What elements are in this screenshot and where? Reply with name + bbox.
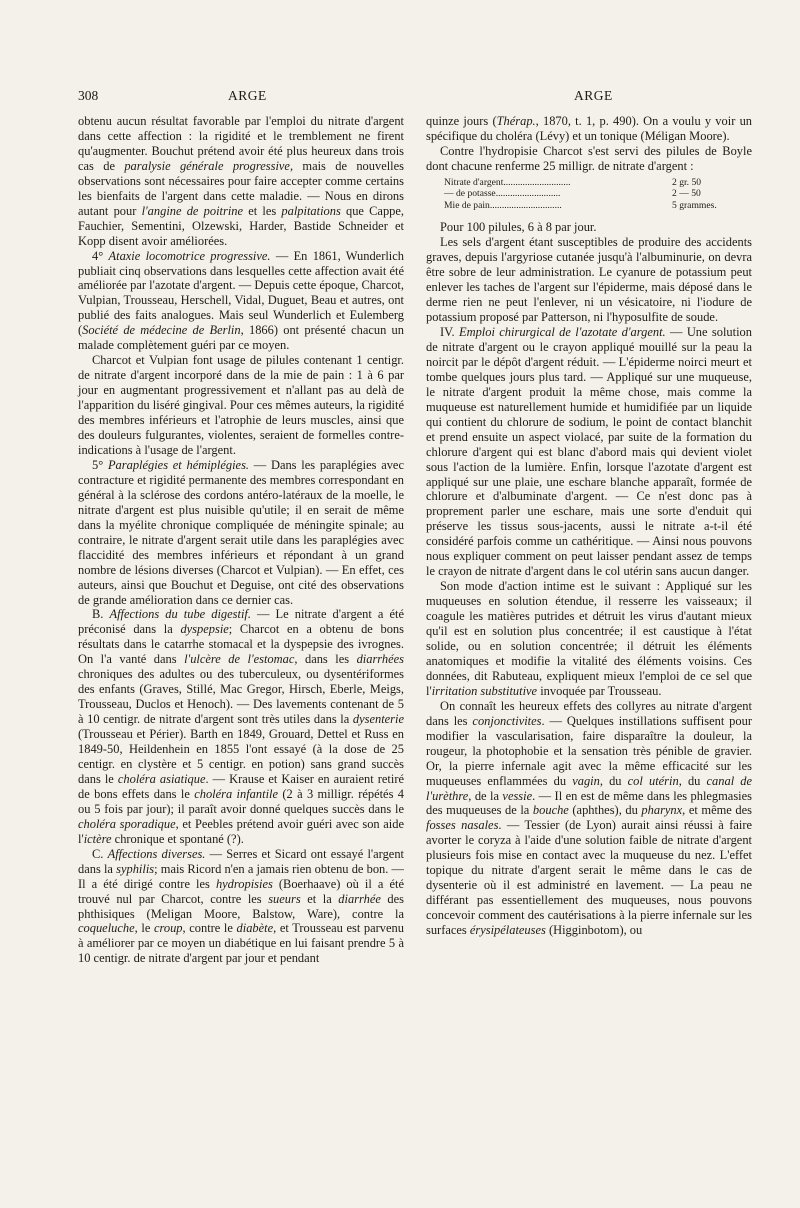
text-run: , du: [599, 773, 628, 788]
text-run: et la: [300, 891, 339, 906]
ingredient-dose: 2 — 50: [672, 188, 701, 200]
italic-text: croup: [153, 921, 183, 936]
text-run: chronique et spontané (?).: [111, 831, 244, 846]
italic-text: l'ulcère de l'estomac: [184, 652, 295, 667]
text-run: quinze jours (: [426, 114, 497, 128]
right-text-column: [426, 114, 752, 938]
italic-text: dysenterie: [352, 712, 404, 727]
text-run: des phthisiques (Meligan Moore, Balstow, Ware), contre la: [78, 891, 404, 921]
text-run: — Une solution de nitrate d'argent ou le crayon appliqué mouillé sur la peau la noircit par le dépôt d'argent réduit. — L'épiderme noirci meurt et tombe quelques jours plus tard. — Appliqué sur une muqueuse, le nitrate d'argent produit la même chose, mais comme la muqueuse est naturellement humide et humidifiée par un liquide qui contient du chlorure de sodium, le point de contact blanchit et prend ensuite un aspect violacé, par suite de la formation du chlorure d'argent qui est blanc d'abord mais qui devient violet sous l'action de la lumière. Enfin, lorsque l'azotate d'argent est appliqué sur une plaie, une eschare blanche apparaît, formée de chlorure et d'albuminate d'argent. — Ce n'est donc pas à proprement parler une eschare, mais une sorte d'enduit qui préserve les tissus sous-jacents, aussi le nitrate a-t-il été considéré parfois comme un cathéritique. — Ainsi nous pouvons nous expliquer comment on peut laisser pendant assez de temps le crayon de nitrate d'argent dans le col utérin sans aucun danger.: [426, 324, 752, 579]
italic-text: vessie: [502, 788, 533, 803]
italic-text: érysipélateuses: [469, 923, 546, 938]
left-text-column: [78, 114, 404, 966]
text-run: Contre l'hydropisie Charcot s'est servi des pilules de Boyle dont chacune renferme 25 milligr. de nitrate d'argent :: [426, 143, 752, 173]
prescription-table: [444, 177, 744, 212]
italic-text: coqueluche: [78, 921, 135, 936]
text-run: . — Quelques instillations suffisent pour modifier la vascularisation, faire disparaître la douleur, la rougeur, la photophobie et la sensation très pénible de gravier. Or, la pierre infernale agit avec la même efficacité sur les muqueuses enflammées du: [426, 713, 752, 788]
ingredient-name: Mie de pain..............................: [444, 199, 562, 211]
paragraph: [426, 699, 752, 938]
paragraph: [78, 249, 404, 354]
italic-text: syphilis: [116, 861, 155, 876]
italic-text: conjonctivites: [472, 713, 542, 728]
paragraph: [426, 220, 752, 235]
text-run: , du: [678, 773, 707, 788]
italic-text: ictère: [83, 831, 112, 846]
text-run: que Cappe, Fauchier, Sementini, Olzewski, Harder, Bastide Schneider et Kopp disent avoir améliorées.: [78, 203, 405, 248]
running-head-right: ARGE: [574, 88, 613, 103]
paragraph: [78, 847, 404, 967]
page-header: [0, 88, 800, 108]
text-run: , le: [134, 921, 154, 936]
text-run: (2 à 3 milligr. répétés 4 ou 5 fois par jour); il paraît avoir donné quelques succès dans le: [78, 786, 404, 816]
ingredient-dose: 2 gr. 50: [672, 176, 702, 188]
text-run: — En 1861, Wunderlich publiait cinq observations dans lesquelles cette affection avait été améliorée par l'azotate d'argent. — Depuis cette époque, Charcot, Vulpian, Trousseau, Herschell, Vidal, Duguet, Beau et autres, ont publié des faits analogues. Mais seul Wunderlich et Eulemberg (: [78, 248, 404, 338]
text-run: . — Tessier (de Lyon) aurait ainsi réussi à faire avorter le coryza à l'aide d'une solution faible de nitrate d'argent plusieurs fois mise en contact avec la muqueuse du nez. L'effet topique du nitrate d'argent serait le même dans le cas de dysenterie où il est administré en lavement. — La peau ne différant pas essentiellement des muqueuses, nous pouvons concevoir comment des cautérisations à la pierre infernale sur les surfaces: [426, 818, 753, 938]
text-run: (Higginbotom), ou: [545, 923, 643, 938]
text-run: , de la: [468, 788, 503, 803]
prescription-row: [444, 188, 744, 200]
text-run: invoquée par Trousseau.: [537, 683, 662, 698]
text-run: On connaît les heureux effets des collyres au nitrate d'argent dans les: [426, 698, 752, 728]
italic-text: fosses nasales: [426, 818, 499, 833]
text-run: Les sels d'argent étant susceptibles de produire des accidents graves, depuis l'argyriose cutanée jusqu'à l'albuminurie, on devra être sobre de leur administration. Le cyanure de potassium peut enlever les taches de l'argent sur l'épiderme, mais déposé dans le derme rien ne peut l'enlever, ni un vésicatoire, ni l'iodure de potassium proposé par Patterson, ni l'hyposulfite de soude.: [426, 235, 752, 325]
italic-text: hydropisies: [215, 876, 273, 891]
text-run: — Serres et Sicard ont essayé l'argent dans la: [78, 846, 405, 876]
italic-text: vagin: [572, 773, 600, 788]
italic-text: Ataxie locomotrice progressive.: [108, 248, 271, 263]
paragraph: [426, 114, 752, 144]
ingredient-name: — de potasse...........................: [444, 188, 561, 200]
italic-text: choléra asiatique: [117, 771, 206, 786]
paragraph: [78, 353, 404, 458]
text-run: C.: [92, 846, 108, 861]
text-run: , et Peebles prétend avoir guéri avec son aide l': [78, 816, 404, 846]
prescription-row: [444, 200, 744, 212]
text-run: et les: [243, 203, 282, 218]
italic-text: Emploi chirurgical de l'azotate d'argent.: [459, 324, 666, 339]
text-run: , dans les: [294, 652, 357, 667]
text-run: chroniques des adultes ou des tuberculeux, ou dysentériformes des enfants (Graves, Stillé, Mac Gregor, Hirsch, Eberle, Meigs, Trousseau, Duclos et Henoch). — Des lavements contenant de 5 à 10 centigr. de nitrate d'argent sont très utiles dans la: [78, 667, 404, 727]
text-run: ; mais Ricord n'en a jamais rien obtenu de bon. — Il a été dirigé contre les: [78, 861, 404, 891]
text-run: — Dans les paraplégies avec contracture et rigidité permanente des membres correspondant en général à la sclérose des cordons antéro-latéraux de la moelle, le nitrate d'argent est plus nuisible qu'utile; il en serait de même dans la myélite chronique compliquée de méningite spinale; au contraire, le nitrate d'argent serait utile dans les paraplégies avec flaccidité des membres inférieurs et répondant à un grand nombre de lésions diverses (Charcot et Vulpian). — En effet, ces auteurs, ainsi que Bouchut et Deguise, ont cité des observations de grande amélioration dans ce dernier cas.: [78, 457, 404, 607]
text-run: Pour 100 pilules, 6 à 8 par jour.: [440, 220, 597, 235]
paragraph: [426, 325, 752, 579]
italic-text: Société de médecine de Berlin: [82, 323, 241, 338]
italic-text: sueurs: [268, 891, 301, 906]
italic-text: choléra sporadique: [78, 816, 176, 831]
italic-text: choléra infantile: [194, 786, 279, 801]
text-run: , mais de nouvelles observations sont nécessaires pour faire accepter comme certains les bienfaits de l'argent dans cette maladie. — Nous en dirons autant pour: [78, 158, 404, 218]
text-run: B.: [92, 607, 110, 622]
text-run: , et même des: [682, 803, 752, 818]
text-run: IV.: [440, 324, 459, 339]
text-run: (Trousseau et Périer). Barth en 1849, Grouard, Dettel et Russ en 1849-50, Heildenhein en 1855 l'ont essayé (à la dose de 25 centigr. en clystère et 5 centigr. en potion) sans grand succès dans le: [78, 727, 404, 786]
italic-text: Thérap.: [496, 114, 536, 128]
paragraph: [78, 114, 404, 249]
text-run: , contre le: [182, 921, 237, 936]
text-run: Son mode d'action intime est le suivant : Appliqué sur les muqueuses en solution étendue, il resserre les vaisseaux; il coagule les matières putrides et détruit les virus d'autant mieux qu'il est en solution plus concentrée; il est caustique à l'état solide, ou en solution concentrée; il détruit les éléments anatomiques et modifie la vitalité des éléments voisins. Ces données, dit Rabuteau, expliquent mieux l'emploi de ce sel que l': [426, 579, 752, 698]
paragraph: [426, 235, 752, 325]
page-number: 308: [78, 88, 99, 103]
italic-text: dyspepsie: [180, 622, 229, 637]
text-run: Charcot et Vulpian font usage de pilules contenant 1 centigr. de nitrate d'argent incorporé dans de la mie de pain : 1 à 6 par jour en augmentant progressivement et n'allant pas au delà de l'apparition du liséré gingival. Pour ces mêmes auteurs, la rigidité des membres inférieurs et l'atrophie de leurs muscles, ainsi que des douleurs fulgurantes, violentes, seraient de formelles contre-indications à l'usage de l'argent.: [78, 353, 404, 457]
italic-text: palpitations: [281, 203, 341, 218]
paragraph: [78, 607, 404, 846]
italic-text: irritation substitutive: [431, 683, 538, 698]
italic-text: paralysie générale progressive: [124, 158, 290, 173]
text-run: (aphthes), du: [568, 803, 642, 818]
text-run: obtenu aucun résultat favorable par l'emploi du nitrate d'argent dans cette affection : la rigidité et le tremblement ne firent qu'augmenter. Bouchut prétend avoir été plus heureux dans trois cas de: [78, 114, 404, 173]
paragraph: [78, 458, 404, 608]
italic-text: pharynx: [641, 803, 683, 818]
italic-text: diarrhées: [356, 652, 405, 667]
prescription-row: [444, 177, 744, 189]
italic-text: canal de l'urèthre: [426, 773, 753, 803]
text-run: (Boerhaave) où il a été trouvé nul par Charcot, contre les: [78, 876, 404, 906]
text-run: , 1866) ont présenté chacun un malade complètement guéri par ce moyen.: [78, 323, 404, 353]
text-run: , et Trousseau est parvenu à améliorer par ce moyen un diabétique en lui faisant prendre 5 à 10 centigr. de nitrate d'argent par jour et pendant: [78, 921, 404, 966]
italic-text: Affections diverses.: [107, 846, 206, 861]
italic-text: diarrhée: [338, 891, 381, 906]
paragraph: [426, 579, 752, 699]
text-run: 5°: [92, 457, 108, 472]
ingredient-dose: 5 grammes.: [672, 199, 717, 211]
italic-text: bouche: [532, 803, 569, 818]
italic-text: l'angine de poitrine: [141, 203, 244, 218]
text-run: ; Charcot en a obtenu de bons résultats dans le catarrhe stomacal et la dyspepsie des ivrognes. On l'a vanté dans: [78, 622, 404, 667]
italic-text: col utérin: [627, 773, 679, 788]
ingredient-name: Nitrate d'argent............................: [444, 176, 571, 188]
paragraph: [426, 144, 752, 174]
text-run: , 1870, t. 1, p. 490). On a voulu y voir un spécifique du choléra (Lévy) et un tonique (Méligan Moore).: [426, 114, 753, 143]
running-head-left: ARGE: [228, 88, 267, 103]
text-run: . — Il en est de même dans les phlegmasies des muqueuses de la: [426, 788, 752, 818]
text-run: — Le nitrate d'argent a été préconisé dans la: [78, 607, 404, 637]
italic-text: Affections du tube digestif.: [109, 607, 251, 622]
italic-text: Paraplégies et hémiplégies.: [107, 457, 250, 472]
italic-text: diabète: [236, 921, 274, 936]
text-run: . — Krause et Kaiser en auraient retiré de bons effets dans le: [78, 771, 404, 801]
text-run: 4°: [92, 248, 109, 263]
